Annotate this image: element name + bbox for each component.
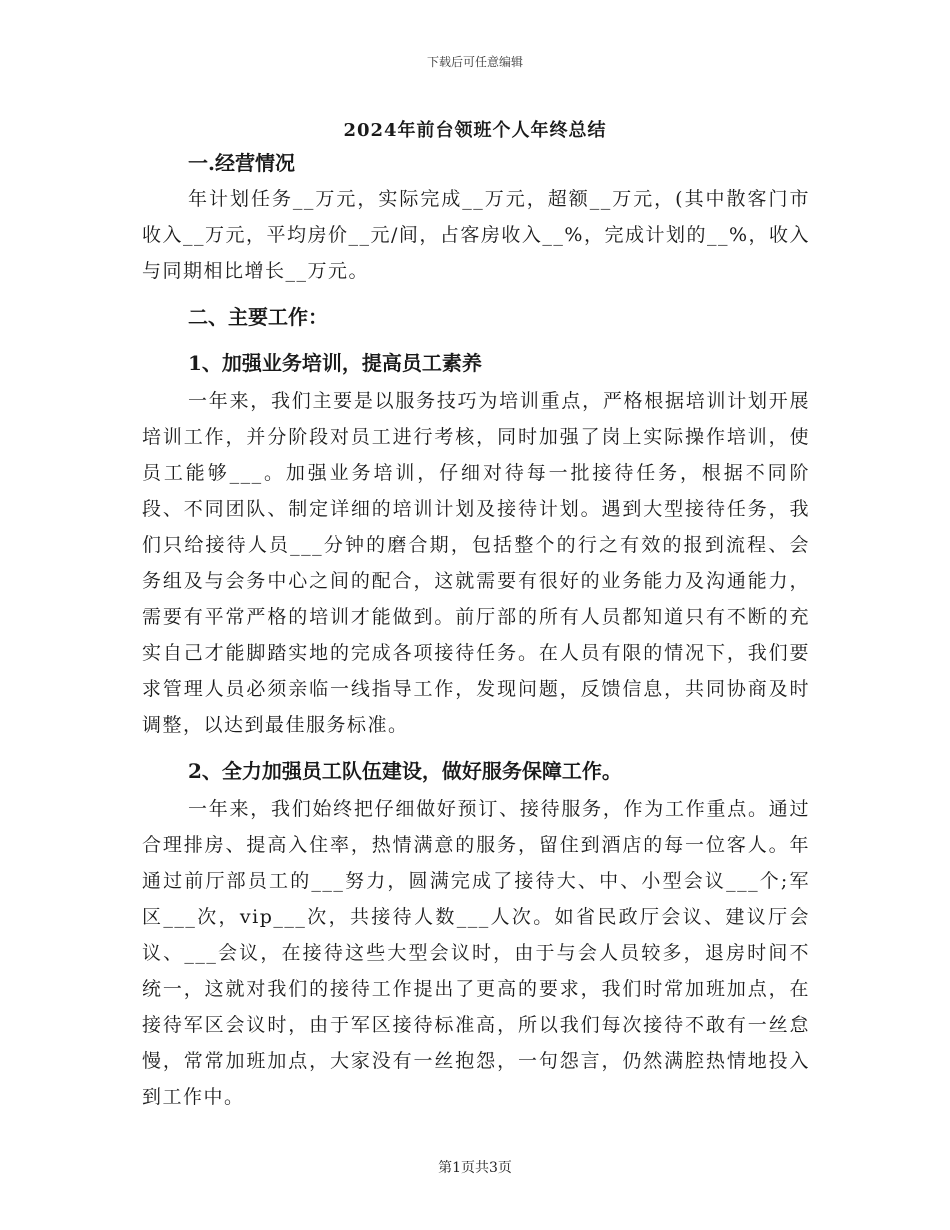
paragraph-team-building: 一年来，我们始终把仔细做好预订、接待服务，作为工作重点。通过合理排房、提高入住率，热情满意的服务，留住到酒店的每一位客人。年通过前厅部员工的___努力，圆满完成了接待大、中、小型会议___个;军区___次，vip___次，共接待人数___人次。如省民政厅会议、建议厅会议、___会议，在接待这些大型会议时，由于与会人员较多，退房时间不统一，这就对我们的接待工作提出了更高的要求，我们时常加班加点，在接待军区会议时，由于军区接待标准高，所以我们每次接待不敢有一丝怠慢，常常加班加点，大家没有一丝抱怨，一句怨言，仍然满腔热情地投入到工作中。: [142, 798, 810, 1108]
document-body: [142, 145, 810, 1115]
section-heading-training: 1、加强业务培训，提高员工素养: [188, 351, 482, 375]
section-heading-operations: 一.经营情况: [188, 151, 295, 175]
header-note: 下载后可任意编辑: [426, 55, 523, 69]
section-heading-main-work: 二、主要工作：: [188, 305, 328, 329]
paragraph-training: 一年来，我们主要是以服务技巧为培训重点，严格根据培训计划开展培训工作，并分阶段对员工进行考核，同时加强了岗上实际操作培训，使员工能够___。加强业务培训，仔细对待每一批接待任务，根据不同阶段、不同团队、制定详细的培训计划及接待计划。遇到大型接待任务，我们只给接待人员___分钟的磨合期，包括整个的行之有效的报到流程、会务组及与会务中心之间的配合，这就需要有很好的业务能力及沟通能力，需要有平常严格的培训才能做到。前厅部的所有人员都知道只有不断的充实自己才能脚踏实地的完成各项接待任务。在人员有限的情况下，我们要求管理人员必须亲临一线指导工作，发现问题，反馈信息，共同协商及时调整，以达到最佳服务标准。: [142, 390, 810, 736]
paragraph-operations: 年计划任务__万元，实际完成__万元，超额__万元，(其中散客门市收入__万元，平均房价__元/间，占客房收入__%，完成计划的__%，收入与同期相比增长__万元。: [142, 188, 811, 282]
section-heading-team-building: 2、全力加强员工队伍建设，做好服务保障工作。: [188, 759, 622, 783]
page-number-footer: 第1页共3页: [438, 1160, 512, 1176]
document-title: 2024年前台领班个人年终总结: [343, 120, 607, 141]
